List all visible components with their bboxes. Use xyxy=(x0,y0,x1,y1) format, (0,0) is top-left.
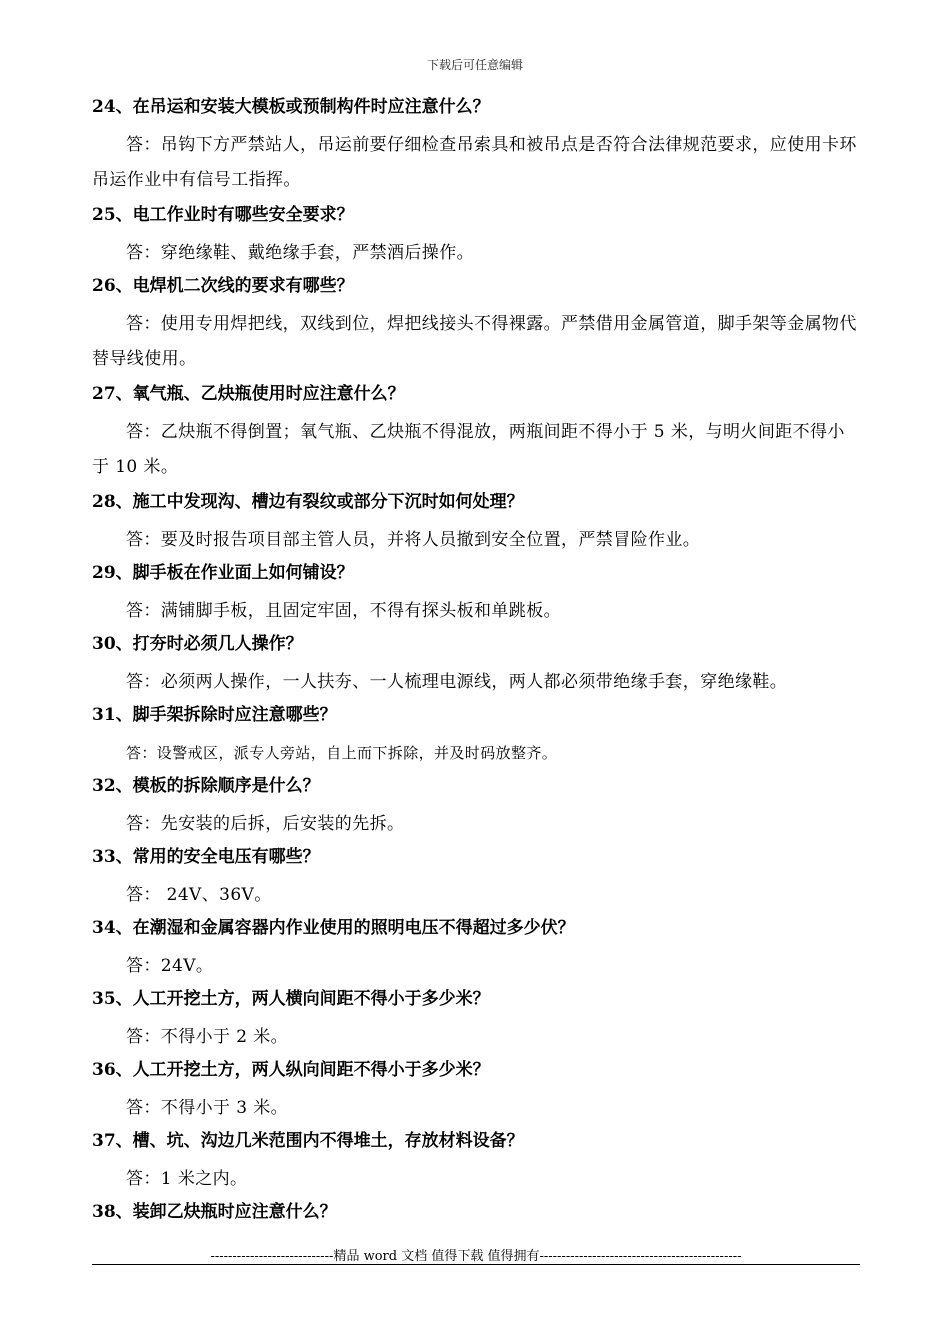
answer: 答：设警戒区，派专人旁站，自上而下拆除，并及时码放整齐。 xyxy=(126,744,558,762)
question: 30、打夯时必须几人操作？ xyxy=(92,634,303,654)
answer: 答：不得小于 2 米。 xyxy=(126,1027,289,1047)
answer: 答：吊钩下方严禁站人，吊运前要仔细检查吊索具和被吊点是否符合法律规范要求，应使用卡环吊运作业中有信号工指挥。 xyxy=(92,135,857,190)
question: 26、电焊机二次线的要求有哪些？ xyxy=(92,276,354,296)
question: 36、人工开挖土方，两人纵向间距不得小于多少米？ xyxy=(92,1060,490,1080)
answer: 答：先安装的后拆，后安装的先拆。 xyxy=(126,814,405,834)
page-header: 下载后可任意编辑 xyxy=(426,58,523,72)
answer: 答：穿绝缘鞋、戴绝缘手套，严禁酒后操作。 xyxy=(126,243,474,263)
answer: 答：1 米之内。 xyxy=(126,1169,248,1189)
question: 28、施工中发现沟、槽边有裂纹或部分下沉时如何处理？ xyxy=(92,492,524,512)
question: 27、氧气瓶、乙炔瓶使用时应注意什么？ xyxy=(92,384,405,404)
answer: 答：24V。 xyxy=(126,956,214,976)
question: 31、脚手架拆除时应注意哪些？ xyxy=(92,705,337,725)
answer: 答：满铺脚手板，且固定牢固，不得有探头板和单跳板。 xyxy=(126,601,561,621)
answer: 答：必须两人操作，一人扶夯、一人梳理电源线，两人都必须带绝缘手套，穿绝缘鞋。 xyxy=(126,672,788,692)
question: 38、装卸乙炔瓶时应注意什么？ xyxy=(92,1202,337,1222)
footer-divider xyxy=(92,1264,860,1265)
answer: 答：要及时报告项目部主管人员，并将人员撤到安全位置，严禁冒险作业。 xyxy=(126,530,701,550)
answer: 答： 24V、36V。 xyxy=(126,885,272,905)
question: 37、槽、坑、沟边几米范围内不得堆土，存放材料设备？ xyxy=(92,1131,524,1151)
question: 34、在潮湿和金属容器内作业使用的照明电压不得超过多少伏？ xyxy=(92,918,575,938)
question: 29、脚手板在作业面上如何铺设？ xyxy=(92,563,354,583)
question: 32、模板的拆除顺序是什么？ xyxy=(92,776,320,796)
answer: 答：使用专用焊把线，双线到位，焊把线接头不得裸露。严禁借用金属管道，脚手架等金属物代替导线使用。 xyxy=(92,314,857,369)
question: 25、电工作业时有哪些安全要求？ xyxy=(92,205,354,225)
answer: 答：不得小于 3 米。 xyxy=(126,1098,289,1118)
qa-list xyxy=(92,92,860,1233)
question: 24、在吊运和安装大模板或预制构件时应注意什么？ xyxy=(92,97,490,117)
answer: 答：乙炔瓶不得倒置；氧气瓶、乙炔瓶不得混放，两瓶间距不得小于 5 米，与明火间距不得小于 10 米。 xyxy=(92,422,845,477)
question: 33、常用的安全电压有哪些？ xyxy=(92,847,320,867)
page-footer: ----------------------------精品 word 文档 值得下载 值得拥有---------------------------------------------- xyxy=(210,1249,742,1264)
question: 35、人工开挖土方，两人横向间距不得小于多少米？ xyxy=(92,989,490,1009)
